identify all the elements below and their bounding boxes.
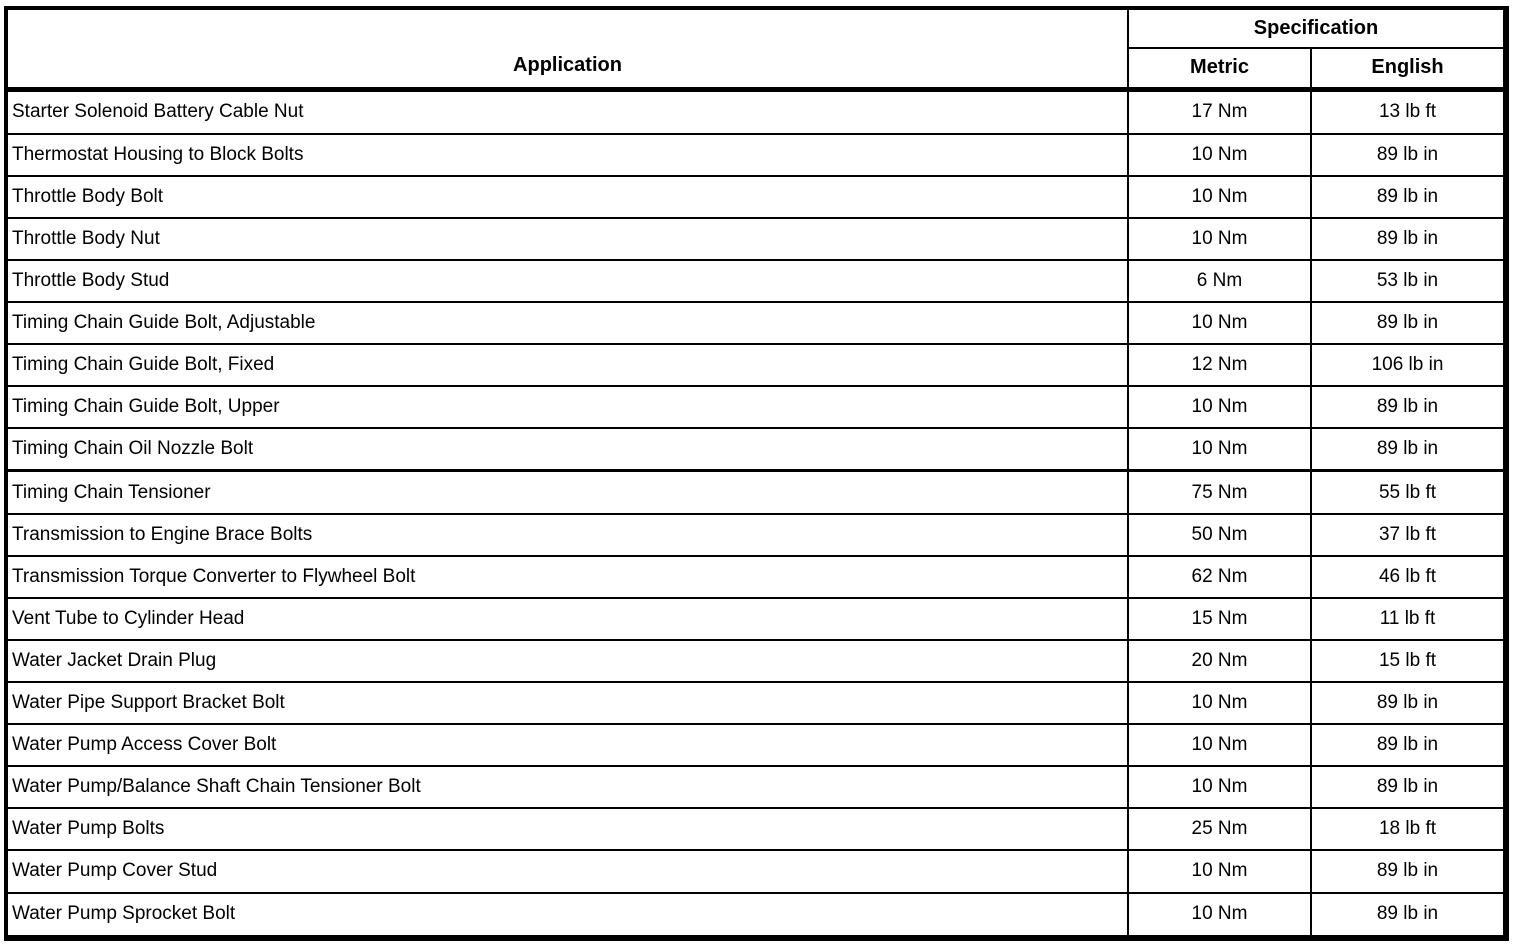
metric-cell: 20 Nm [1128, 640, 1311, 682]
application-cell: Water Pump/Balance Shaft Chain Tensioner Bolt [6, 766, 1128, 808]
application-cell: Throttle Body Nut [6, 218, 1128, 260]
application-column-header: Application [6, 8, 1128, 89]
table-body [6, 89, 1506, 938]
metric-cell: 75 Nm [1128, 471, 1311, 514]
english-cell: 37 lb ft [1311, 514, 1506, 556]
application-cell: Throttle Body Stud [6, 260, 1128, 302]
table-row [6, 850, 1506, 892]
english-cell: 89 lb in [1311, 428, 1506, 471]
metric-cell: 10 Nm [1128, 302, 1311, 344]
application-cell: Timing Chain Guide Bolt, Upper [6, 386, 1128, 428]
english-cell: 46 lb ft [1311, 556, 1506, 598]
application-cell: Timing Chain Tensioner [6, 471, 1128, 514]
table-row [6, 428, 1506, 471]
application-cell: Transmission Torque Converter to Flywheel Bolt [6, 556, 1128, 598]
metric-cell: 10 Nm [1128, 176, 1311, 218]
metric-cell: 10 Nm [1128, 218, 1311, 260]
table-row [6, 471, 1506, 514]
application-cell: Timing Chain Guide Bolt, Adjustable [6, 302, 1128, 344]
application-cell: Thermostat Housing to Block Bolts [6, 134, 1128, 176]
table-row [6, 724, 1506, 766]
metric-cell: 10 Nm [1128, 134, 1311, 176]
english-cell: 89 lb in [1311, 893, 1506, 938]
table-row [6, 682, 1506, 724]
english-cell: 89 lb in [1311, 302, 1506, 344]
table-row [6, 176, 1506, 218]
table-row [6, 89, 1506, 134]
english-cell: 89 lb in [1311, 218, 1506, 260]
metric-cell: 10 Nm [1128, 766, 1311, 808]
application-cell: Water Pump Sprocket Bolt [6, 893, 1128, 938]
table-row [6, 766, 1506, 808]
english-cell: 106 lb in [1311, 344, 1506, 386]
application-cell: Vent Tube to Cylinder Head [6, 598, 1128, 640]
header-row-top [6, 8, 1506, 48]
english-cell: 15 lb ft [1311, 640, 1506, 682]
table-row [6, 808, 1506, 850]
application-cell: Transmission to Engine Brace Bolts [6, 514, 1128, 556]
english-column-header: English [1311, 48, 1506, 89]
application-cell: Water Pump Cover Stud [6, 850, 1128, 892]
application-cell: Throttle Body Bolt [6, 176, 1128, 218]
english-cell: 89 lb in [1311, 850, 1506, 892]
table-row [6, 134, 1506, 176]
metric-column-header: Metric [1128, 48, 1311, 89]
metric-cell: 62 Nm [1128, 556, 1311, 598]
english-cell: 53 lb in [1311, 260, 1506, 302]
table-row [6, 893, 1506, 938]
english-cell: 89 lb in [1311, 682, 1506, 724]
english-cell: 89 lb in [1311, 176, 1506, 218]
metric-cell: 10 Nm [1128, 724, 1311, 766]
metric-cell: 10 Nm [1128, 682, 1311, 724]
application-cell: Water Pipe Support Bracket Bolt [6, 682, 1128, 724]
english-cell: 18 lb ft [1311, 808, 1506, 850]
table-row [6, 556, 1506, 598]
english-cell: 89 lb in [1311, 134, 1506, 176]
metric-cell: 10 Nm [1128, 850, 1311, 892]
table-row [6, 598, 1506, 640]
metric-cell: 10 Nm [1128, 428, 1311, 471]
table-row [6, 344, 1506, 386]
application-cell: Timing Chain Oil Nozzle Bolt [6, 428, 1128, 471]
metric-cell: 12 Nm [1128, 344, 1311, 386]
metric-cell: 10 Nm [1128, 386, 1311, 428]
table-header [6, 8, 1506, 89]
table-row [6, 514, 1506, 556]
english-cell: 89 lb in [1311, 766, 1506, 808]
english-cell: 55 lb ft [1311, 471, 1506, 514]
torque-specification-table [4, 6, 1509, 941]
metric-cell: 17 Nm [1128, 89, 1311, 134]
english-cell: 13 lb ft [1311, 89, 1506, 134]
application-cell: Water Pump Access Cover Bolt [6, 724, 1128, 766]
table-row [6, 260, 1506, 302]
specification-column-group-header: Specification [1128, 8, 1506, 48]
table-row [6, 302, 1506, 344]
table-row [6, 386, 1506, 428]
metric-cell: 10 Nm [1128, 893, 1311, 938]
english-cell: 89 lb in [1311, 724, 1506, 766]
table-row [6, 640, 1506, 682]
application-cell: Starter Solenoid Battery Cable Nut [6, 89, 1128, 134]
metric-cell: 6 Nm [1128, 260, 1311, 302]
application-cell: Water Jacket Drain Plug [6, 640, 1128, 682]
metric-cell: 50 Nm [1128, 514, 1311, 556]
english-cell: 89 lb in [1311, 386, 1506, 428]
application-cell: Water Pump Bolts [6, 808, 1128, 850]
metric-cell: 15 Nm [1128, 598, 1311, 640]
table-row [6, 218, 1506, 260]
english-cell: 11 lb ft [1311, 598, 1506, 640]
metric-cell: 25 Nm [1128, 808, 1311, 850]
application-cell: Timing Chain Guide Bolt, Fixed [6, 344, 1128, 386]
